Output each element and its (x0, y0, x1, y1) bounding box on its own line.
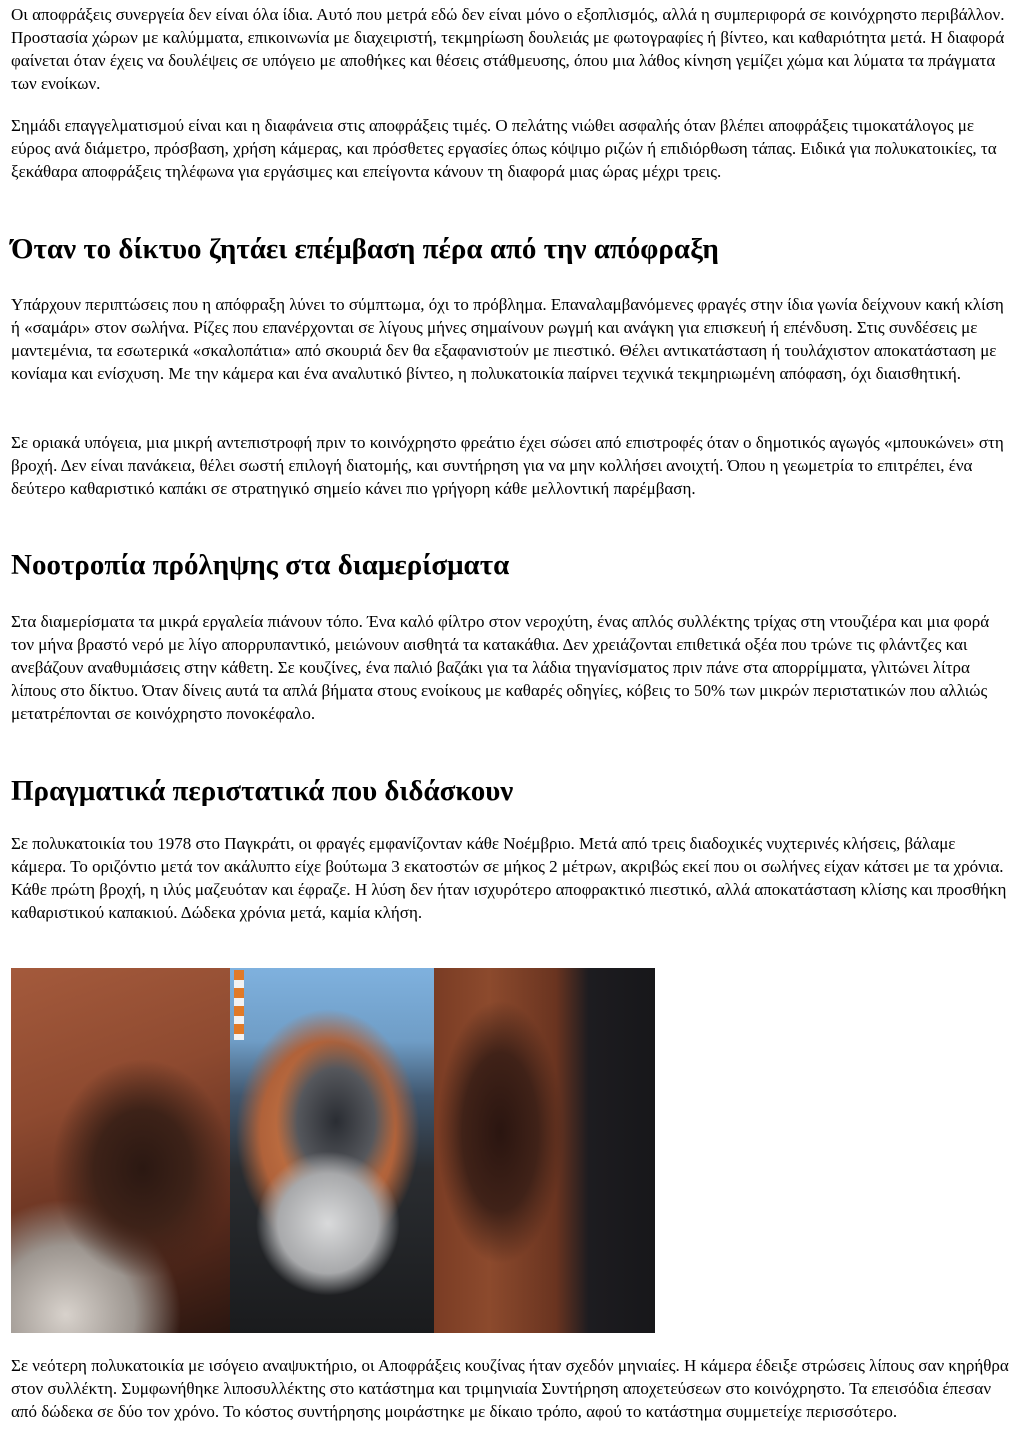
paragraph-case-cafe: Σε νεότερη πολυκατοικία με ισόγειο αναψυκτήριο, οι Αποφράξεις κουζίνας ήταν σχεδόν μηνιαίες. Η κάμερα έδειξε στρώσεις λίπους σαν κηρήθρα στον συλλέκτη. Συμφωνήθηκε λιποσυλλέκτης στο κατάστημα και τριμηνιαία Συντήρηση αποχετεύσεων στο κοινόχρηστο. Τα επεισόδια έπεσαν από δώδεκα σε δύο τον χρόνο. Το κόστος συντήρησης μοιράστηκε με δίκαιο τρόπο, αφού το κατάστημα συμμετείχε περισσότερο. (11, 1356, 1009, 1421)
paragraph-contractors-behavior: Οι αποφράξεις συνεργεία δεν είναι όλα ίδια. Αυτό που μετρά εδώ δεν είναι μόνο ο εξοπλισμός, αλλά η συμπεριφορά σε κοινόχρηστο περιβάλλον. Προστασία χώρων με καλύμματα, επικοινωνία με διαχειριστή, τεκμηρίωση δουλειάς με φωτογραφίες ή βίντεο, και καθαριότητα μετά. Η διαφορά φαίνεται όταν έχεις να δουλέψεις σε υπόγειο με αποθήκες και θέσεις στάθμευσης, όπου μια λάθος κίνηση γεμίζει χώμα και λύματα τα πράγματα των ενοίκων. (11, 5, 1005, 93)
paragraph-symptom-vs-problem: Υπάρχουν περιπτώσεις που η απόφραξη λύνει το σύμπτωμα, όχι το πρόβλημα. Επαναλαμβανόμενες φραγές στην ίδια γωνία δείχνουν κακή κλίση ή «σαμάρι» στον σωλήνα. Ρίζες που επανέρχονται σε λίγους μήνες σημαίνουν ρωγμή και ανάγκη για επισκευή ή επένδυση. Στις συνδέσεις με μαντεμένια, τα εσωτερικά «σκαλοπάτια» από σκουριά δεν θα εξαφανιστούν με πιεστικό. Θέλει αντικατάσταση ή τουλάχιστον αποκατάσταση με κονίαμα και ενίσχυση. Με την κάμερα και ένα αναλυτικό βίντεο, η πολυκατοικία παίρνει τεχνικά τεκμηριωμένη απόφαση, όχι διαισθητική. (11, 295, 1004, 383)
paragraph-price-transparency: Σημάδι επαγγελματισμού είναι και η διαφάνεια στις αποφράξεις τιμές. Ο πελάτης νιώθει ασφαλής όταν βλέπει αποφράξεις τιμοκατάλογος με εύρος ανά διάμετρο, πρόσβαση, χρήση κάμερας, και πρόσθετες εργασίες όπως κόψιμο ριζών ή επιδιόρθωση τάπας. Ειδικά για πολυκατοικίες, τα ξεκάθαρα αποφράξεις τηλέφωνα για εργάσιμες και επείγοντα κάνουν τη διαφορά μιας ώρας μέχρι τρεις. (11, 116, 997, 181)
clay-pipe-photo (434, 968, 655, 1333)
pipe-interior-photo (11, 968, 230, 1333)
jetter-nozzle-photo (230, 968, 434, 1333)
heading-prevention-mindset: Νοοτροπία πρόληψης στα διαμερίσματα (11, 549, 510, 581)
paragraph-case-pagkrati: Σε πολυκατοικία του 1978 στο Παγκράτι, οι φραγές εμφανίζονταν κάθε Νοέμβριο. Μετά από τρεις διαδοχικές νυχτερινές κλήσεις, βάλαμε κάμερα. Το οριζόντιο μετά τον ακάλυπτο είχε βούτωμα 3 εκατοστών σε μήκος 2 μέτρων, ακριβώς εκεί που οι σωλήνες είχαν κάτσει με τα χρόνια. Κάθε πρώτη βροχή, η ιλύς μαζευόταν και έφραζε. Η λύση δεν ήταν ισχυρότερο αποφρακτικό πιεστικό, αλλά αποκατάσταση κλίσης και προσθήκη καθαριστικού καπακιού. Δώδεκα χρόνια μετά, καμία κλήση. (11, 834, 1007, 922)
paragraph-backflow-valve: Σε οριακά υπόγεια, μια μικρή αντεπιστροφή πριν το κοινόχρηστο φρεάτιο έχει σώσει από επιστροφές όταν ο δημοτικός αγωγός «μπουκώνει» στη βροχή. Δεν είναι πανάκεια, θέλει σωστή επιλογή διατομής, και συντήρηση για να μην κολλήσει ανοιχτή. Όπου η γεωμετρία το επιτρέπει, ένα δεύτερο καθαριστικό καπάκι σε στρατηγικό σημείο κάνει πιο γρήγορη κάθε μελλοντική παρέμβαση. (11, 433, 1004, 498)
paragraph-apartment-prevention: Στα διαμερίσματα τα μικρά εργαλεία πιάνουν τόπο. Ένα καλό φίλτρο στον νεροχύτη, ένας απλός συλλέκτης τρίχας στη ντουζιέρα και μια φορά τον μήνα βραστό νερό με λίγο απορρυπαντικό, μειώνουν αισθητά τα κατακάθια. Δεν χρειάζονται επιθετικά οξέα που τρώνε τις φλάντζες και ανεβάζουν αναθυμιάσεις στην κάθετη. Σε κουζίνες, ένα παλιό βαζάκι για τα λάδια τηγανίσματος πριν πάνε στα απορρίμματα, γλιτώνει λίτρα λίπους στο δίκτυο. Όταν δίνεις αυτά τα απλά βήματα στους ενοίκους με καθαρές οδηγίες, κόβεις το 50% των μικρών περιστατικών που αλλιώς μετατρέπονται σε κοινόχρηστο πονοκέφαλο. (11, 612, 990, 723)
pipe-photo-collage (11, 968, 655, 1333)
heading-network-intervention: Όταν το δίκτυο ζητάει επέμβαση πέρα από την απόφραξη (11, 233, 719, 265)
heading-real-cases: Πραγματικά περιστατικά που διδάσκουν (11, 775, 514, 807)
